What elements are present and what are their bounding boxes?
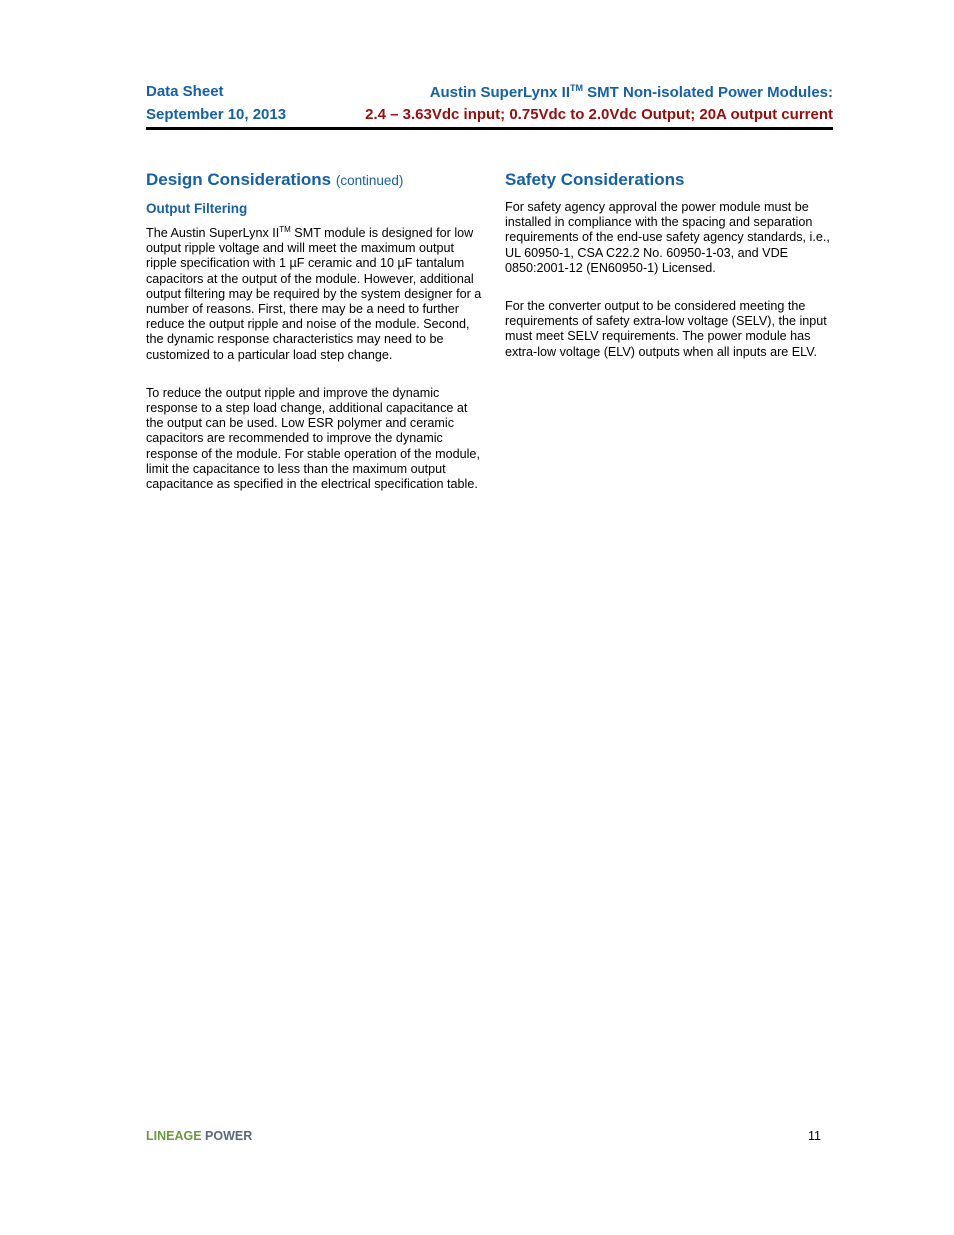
page-number: 11 — [808, 1129, 821, 1143]
p1-trademark: TM — [279, 225, 291, 234]
header-row-1 — [146, 83, 833, 101]
title-main: Austin SuperLynx II — [429, 84, 570, 101]
header-row-2 — [146, 106, 833, 123]
header-rule — [146, 127, 833, 130]
spec-line: 2.4 – 3.63Vdc input; 0.75Vdc to 2.0Vdc Output; 20A output current — [365, 106, 833, 123]
heading-text: Design Considerations — [146, 170, 332, 189]
output-filtering-paragraph-1 — [146, 226, 486, 363]
brand-lineage: LINEAGE — [146, 1129, 202, 1143]
left-column — [146, 170, 486, 515]
right-column — [505, 170, 840, 383]
safety-paragraph-2: For the converter output to be considered meeting the requirements of safety extra-low voltage (SELV), the input must meet SELV requirements. The power module has extra-low voltage (ELV) outputs when all inputs are ELV. — [505, 299, 827, 359]
p1-rest: SMT module is designed for low output ripple voltage and will meet the maximum output ripple specification with 1 µF ceramic and 10 µF tantalum capacitors at the output of the module. However, additional output filtering may be required by the system designer for a number of reasons. First, there may be a need to further reduce the output ripple and noise of the module. Second, the dynamic response characteristics may need to be customized to a particular load step change. — [146, 226, 482, 362]
safety-paragraph-1: For safety agency approval the power module must be installed in compliance with the spacing and separation requirements of the end-use safety agency standards, i.e., UL 60950-1, CSA C22.2 No. 60950-1-03, and VDE 0850:2001-12 (EN60950-1) Licensed. — [505, 200, 830, 275]
doc-date: September 10, 2013 — [146, 106, 287, 123]
output-filtering-subheading: Output Filtering — [146, 201, 248, 216]
safety-considerations-heading: Safety Considerations — [505, 170, 685, 189]
brand-power: POWER — [205, 1129, 253, 1143]
doc-type: Data Sheet — [146, 83, 224, 100]
output-filtering-paragraph-2: To reduce the output ripple and improve the dynamic response to a step load change, additional capacitance at the output can be used. Low ESR polymer and ceramic capacitors are recommended to improve the dynamic response of the module. For stable operation of the module, limit the capacitance to less than the maximum output capacitance as specified in the electrical specification table. — [146, 385, 480, 492]
footer-brand — [146, 1129, 252, 1143]
document-title — [430, 83, 833, 101]
heading-note: (continued) — [335, 173, 404, 188]
p1-start: The Austin SuperLynx II — [146, 226, 280, 240]
design-considerations-heading — [146, 170, 486, 191]
title-rest: SMT Non-isolated Power Modules: — [582, 84, 833, 101]
trademark-sup: TM — [569, 83, 583, 93]
